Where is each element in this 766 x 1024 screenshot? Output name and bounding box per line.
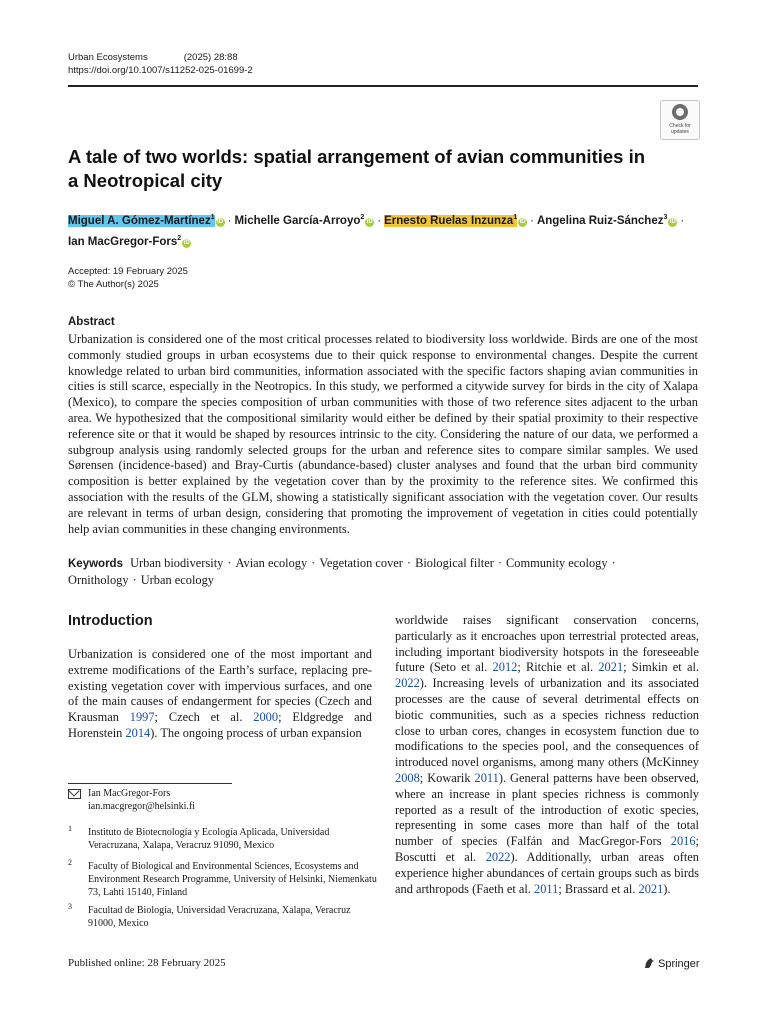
- citation-link[interactable]: 2016: [670, 834, 696, 849]
- volume-info: (2025) 28:88: [183, 52, 238, 63]
- citation-link[interactable]: 2021: [638, 881, 664, 896]
- copyright: © The Author(s) 2025: [68, 279, 159, 290]
- published-online: Published online: 28 February 2025: [68, 957, 226, 969]
- affiliation-text: Facultad de Biología, Universidad Veracruzana, Xalapa, Veracruz 91000, Mexico: [88, 905, 351, 929]
- citation-link[interactable]: 2014: [125, 725, 151, 740]
- affiliation-text: Faculty of Biological and Environmental Sciences, Ecosystems and Environment Research Programme, University of Helsinki, Niemenkatu 73, Lahti 15140, Finland: [88, 861, 377, 898]
- keyword: Urban biodiversity: [130, 556, 224, 570]
- abstract-text: Urbanization is considered one of the most critical processes related to biodiversity loss worldwide. Birds are one of the most commonly studied groups in urban ecosystems due to their quick response to environmental changes. Despite the current knowledge related to urban bird communities, information associated with the specific factors shaping avian communities in cities is still scarce, especially in the Neotropics. In this study, we performed a citywide survey for birds in the city of Xalapa (Mexico), to compare the species composition of urban communities with those of two reference sites adjacent to the urban area. We hypothesized that the compositional similarity would either be defined by their spatial proximity to their respective reference site or that it would be shaped by resources intrinsic to the city. Considering the nature of our data, we performed a subgroup analysis using randomly selected groups for the urban and reference sites to compare similar samples. We used Sørensen (incidence-based) and Bray-Curtis (abundance-based) cluster analyses and found that the urban bird community composition is better explained by the vegetation cover than by the proximity to the reference sites. We confirmed this association with the results of the GLM, showing a statistically significant association with the vegetation cover. Our results are relevant in terms of urban design, considering that promoting the improvement of vegetation in cities could potentially help avian communities in these changing environments.: [68, 332, 698, 536]
- author-name[interactable]: Ian MacGregor-Fors$^2$: [68, 234, 182, 248]
- keyword: Urban ecology: [140, 573, 215, 587]
- keywords-heading: Keywords: [68, 558, 123, 570]
- running-header: [68, 52, 238, 63]
- citation-link[interactable]: 1997: [129, 710, 155, 725]
- citation-link[interactable]: 2000: [253, 710, 279, 725]
- corresponding-email[interactable]: ian.macgregor@helsinki.fi: [88, 801, 195, 812]
- keyword: Ornithology: [68, 573, 129, 587]
- doi-link[interactable]: https://doi.org/10.1007/s11252-025-01699-2: [68, 65, 253, 76]
- citation-link[interactable]: 2008: [395, 770, 420, 785]
- keyword: Community ecology: [506, 556, 608, 570]
- header-rule: [68, 85, 698, 87]
- citation-link[interactable]: 2011: [474, 770, 499, 785]
- keyword: Vegetation cover: [319, 556, 403, 570]
- introduction-right-column: worldwide raises significant conservation concerns, particularly as it encroaches upon terrestrial protected areas, including important biodiversity hotspots in the foreseeable future (Seto et al. 2012; Ritchie et al. 2021; Simkin et al. 2022). Increasing levels of urbanization and its associated processes are the cause of several detrimental effects on biotic communities, such as a species richness reduction close to urban cores, changes in ecosystem function due to modifications to the species pool, and the consequences of introduced novel organisms, among many others (McKinney 2008; Kowarik 2011). General patterns have been observed, where an increase in plant species richness is commonly reported as a result of the introduction of exotic species, representing in some cases more than half of the total number of species (Falfán and MacGregor-Fors 2016; Boscutti et al. 2022). Additionally, urban areas often experience higher abundances of certain groups such as birds and arthropods (Faeth et al. 2011; Brassard et al. 2021).: [395, 613, 699, 896]
- affiliation-text: Instituto de Biotecnología y Ecología Aplicada, Universidad Veracruzana, Xalapa, Veracruz 91090, Mexico: [88, 827, 330, 851]
- citation-link[interactable]: 2011: [534, 881, 559, 896]
- author-list: Miguel A. Gómez-Martínez$^1$iD · Michelle García-Arroyo$^2$iD · Ernesto Ruelas Inzunza$^1$iD · Angelina Ruiz-Sánchez$^3$iD · Ian MacGregor-Fors$^2$iD: [68, 214, 685, 248]
- keyword: Biological filter: [415, 556, 494, 570]
- orcid-icon[interactable]: iD: [183, 239, 190, 246]
- check-updates-label-2: updates: [671, 129, 689, 135]
- footnote-rule: [68, 783, 232, 784]
- author-name[interactable]: Miguel A. Gómez-Martínez$^1$: [68, 214, 215, 227]
- corresponding-author: Ian MacGregor-Fors: [88, 788, 171, 799]
- citation-link[interactable]: 2022: [395, 676, 420, 691]
- article-title: A tale of two worlds: spatial arrangement of avian communities in a Neotropical city: [68, 146, 646, 191]
- abstract-heading: Abstract: [68, 316, 115, 328]
- check-updates-label-1: Check for: [669, 123, 691, 129]
- check-updates-icon: [672, 104, 688, 120]
- check-for-updates-badge[interactable]: [660, 100, 700, 140]
- introduction-heading: Introduction: [68, 613, 153, 629]
- author-name[interactable]: Ernesto Ruelas Inzunza$^1$: [384, 214, 518, 227]
- accepted-date: Accepted: 19 February 2025: [68, 266, 188, 277]
- affiliation-number: 2: [68, 858, 72, 867]
- publisher-logo: [643, 957, 700, 970]
- publisher-name: Springer: [658, 958, 700, 970]
- journal-name: Urban Ecosystems: [68, 52, 148, 63]
- keyword: Avian ecology: [235, 556, 308, 570]
- orcid-icon[interactable]: iD: [366, 218, 373, 225]
- citation-link[interactable]: 2022: [485, 849, 511, 864]
- citation-link[interactable]: 2012: [492, 660, 518, 675]
- affiliation-number: 3: [68, 902, 72, 911]
- author-name[interactable]: Michelle García-Arroyo$^2$: [234, 214, 365, 227]
- orcid-icon[interactable]: iD: [217, 218, 224, 225]
- introduction-left-column: Urbanization is considered one of the most important and extreme modifications of the Earth’s surface, replacing pre-existing vegetation cover with impervious surfaces, and one of the main causes of endangerment for species (Czech and Krausman 1997; Czech et al. 2000; Eldgredge and Horenstein 2014). The ongoing process of urban expansion: [68, 647, 372, 740]
- orcid-icon[interactable]: iD: [519, 218, 526, 225]
- orcid-icon[interactable]: iD: [669, 218, 676, 225]
- author-name[interactable]: Angelina Ruiz-Sánchez$^3$: [536, 214, 668, 227]
- keywords: Keywords Urban biodiversity · Avian ecology · Vegetation cover · Biological filter · Community ecology · Ornithology · Urban ecology: [68, 556, 616, 587]
- envelope-icon: [68, 789, 81, 799]
- affiliation-number: 1: [68, 824, 72, 833]
- springer-horse-icon: [643, 957, 655, 969]
- citation-link[interactable]: 2021: [598, 660, 624, 675]
